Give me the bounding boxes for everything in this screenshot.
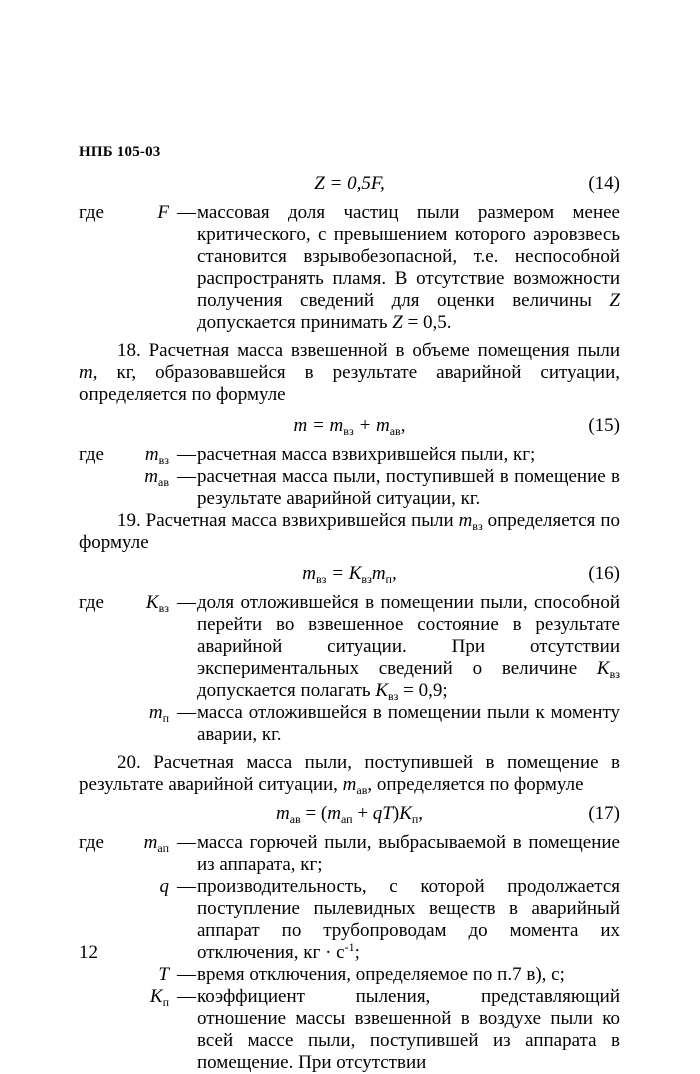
formula-16 — [79, 562, 620, 586]
definition-K-vz — [79, 592, 620, 702]
symbol-m-vz: $m_{вз}$ — [144, 444, 169, 467]
formula-15 — [79, 414, 620, 438]
definition-q — [79, 876, 620, 964]
definitions-15 — [79, 444, 620, 510]
where-word: где — [79, 592, 104, 613]
definition-m-p-text: масса отложившейся в помещении пыли к моменту аварии, кг. — [197, 702, 620, 745]
where-word: где — [79, 444, 104, 465]
definition-m-ap — [79, 832, 620, 876]
formula-14-expression: Z = 0,5F, — [314, 173, 385, 194]
running-header: НПБ 105-03 — [79, 144, 161, 160]
definitions-14 — [79, 202, 620, 334]
definition-dash: — — [177, 964, 196, 985]
definition-dash: — — [177, 702, 196, 723]
symbol-K-p: $K_п$ — [149, 986, 169, 1009]
definition-dash: — — [177, 202, 196, 223]
paragraph-19: 19. Расчетная масса взвихрившейся пыли $m_{вз}$ определяется по формуле — [79, 510, 620, 553]
definition-T — [79, 964, 620, 986]
definition-F-text: массовая доля частиц пыли размером менее критического, с превышением которого аэровзвесь становится взрывобезопасной, т.е. неспособной распространять пламя. В отсутствие возможности получения сведений для оценки величины Z допускается принимать Z = 0,5. — [197, 202, 620, 333]
symbol-m-av: $m_{ав}$ — [144, 466, 169, 489]
definition-m-vz — [79, 444, 620, 466]
definition-q-text: производительность, с которой продолжается поступление пылевидных веществ в аварийный аппарат по трубопроводам до момента их отключения, кг · $с^{-1}$; — [197, 876, 620, 963]
symbol-K-vz: $K_{вз}$ — [145, 592, 169, 615]
formula-14-number: (14) — [588, 173, 620, 194]
definition-K-p-text: коэффициент пыления, представляющий отношение массы взвешенной в воздухе пыли ко всей массе пыли, поступившей из аппарата в помещение. При отсутствии — [197, 986, 620, 1073]
definition-dash: — — [177, 444, 196, 465]
symbol-T: T — [158, 964, 169, 985]
definition-dash: — — [177, 592, 196, 613]
paragraph-20: 20. Расчетная масса пыли, поступившей в помещение в результате аварийной ситуации, $m_{ав}$, определяется по формуле — [79, 752, 620, 797]
formula-15-expression: $m = m_{вз} + m_{ав}$, — [293, 415, 406, 438]
definition-dash: — — [177, 876, 196, 897]
formula-15-number: (15) — [588, 415, 620, 436]
definition-m-av — [79, 466, 620, 510]
symbol-m-ap: $m_{ап}$ — [143, 832, 169, 855]
formula-17-number: (17) — [588, 803, 620, 824]
where-word: где — [79, 832, 104, 853]
definition-m-vz-text: расчетная масса взвихрившейся пыли, кг; — [197, 444, 536, 465]
definition-dash: — — [177, 986, 196, 1007]
definition-dash: — — [177, 832, 196, 853]
symbol-m-p: $m_п$ — [148, 702, 169, 725]
formula-17 — [79, 802, 620, 826]
symbol-q: q — [159, 876, 169, 897]
definition-m-p — [79, 702, 620, 746]
formula-16-number: (16) — [588, 563, 620, 584]
page-body — [79, 172, 620, 1074]
page-number: 12 — [79, 942, 98, 963]
formula-16-expression: $m_{вз} = K_{вз}m_п$, — [302, 563, 397, 586]
where-word: где — [79, 202, 104, 223]
symbol-F: F — [157, 202, 169, 223]
definition-m-av-text: расчетная масса пыли, поступившей в помещение в результате аварийной ситуации, кг. — [197, 466, 620, 509]
formula-17-expression: $m_{ав} = (m_{ап} + qT)K_п$, — [275, 803, 424, 826]
definitions-17 — [79, 832, 620, 1074]
definition-T-text: время отключения, определяемое по п.7 в), с; — [197, 964, 565, 985]
definition-F — [79, 202, 620, 334]
paragraph-18: 18. Расчетная масса взвешенной в объеме помещения пыли m, кг, образовавшейся в результате аварийной ситуации, определяется по формуле — [79, 340, 620, 405]
definition-dash: — — [177, 466, 196, 487]
definition-K-vz-text: доля отложившейся в помещении пыли, способной перейти во взвешенное состояние в результате аварийной ситуации. При отсутствии экспериментальных сведений о величине $K_{вз}$ допускается полагать $K_{вз} = 0,9$; — [197, 592, 620, 703]
definition-m-ap-text: масса горючей пыли, выбрасываемой в помещение из аппарата, кг; — [197, 832, 620, 875]
definitions-16 — [79, 592, 620, 746]
definition-K-p — [79, 986, 620, 1074]
formula-14 — [79, 172, 620, 196]
